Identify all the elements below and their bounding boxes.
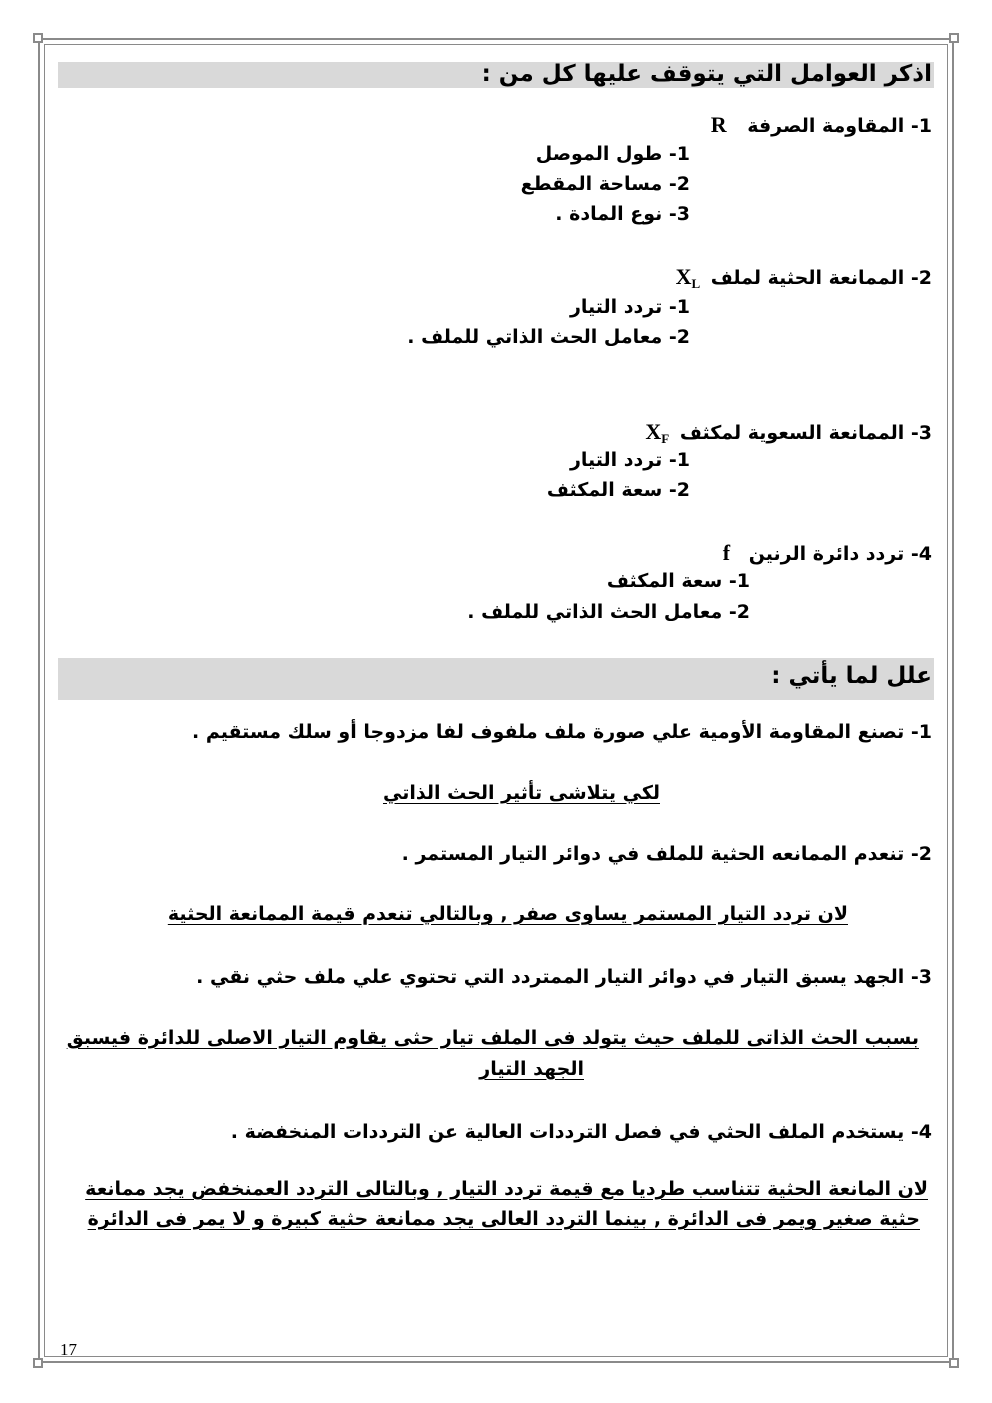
symbol: R	[710, 112, 727, 137]
factor-line: 2- معامل الحث الذاتي للملف .	[407, 326, 690, 348]
factor-item-title: 1- المقاومة الصرفة R	[710, 112, 932, 137]
section2-heading: علل لما يأتي :	[771, 663, 932, 689]
factor-line: 1- سعة المكثف	[606, 570, 750, 592]
page-border-inner	[44, 44, 948, 1357]
section1-heading: اذكر العوامل التي يتوقف عليها كل من :	[481, 61, 932, 87]
factor-line: 3- نوع المادة .	[555, 203, 690, 225]
page-number: 17	[60, 1340, 77, 1359]
factor-item-title: 2- الممانعة الحثية لملف $X_L$	[675, 264, 932, 291]
reason-answer: حثية صغير ويمر فى الدائرة , بينما التردد العالى يجد ممانعة حثية كبيرة و لا يمر فى الدائرة	[87, 1208, 920, 1230]
reason-answer: الجهد التيار	[479, 1058, 584, 1080]
border-corner	[949, 33, 959, 43]
reason-answer: بسبب الحث الذاتى للملف حيث يتولد فى الملف تيار حثى يقاوم التيار الاصلى للدائرة فيسبق	[66, 1027, 919, 1049]
symbol: $X_L$	[675, 264, 701, 291]
factor-line: 1- تردد التيار	[569, 449, 690, 471]
border-corner	[33, 33, 43, 43]
factor-line: 1- تردد التيار	[569, 296, 690, 318]
factor-item-title: 4- تردد دائرة الرنين f	[722, 540, 932, 565]
symbol: $X_F$	[645, 419, 670, 446]
factor-line: 2- مساحة المقطع	[520, 173, 690, 195]
border-corner	[33, 1358, 43, 1368]
reason-question: 4- يستخدم الملف الحثي في فصل الترددات العالية عن الترددات المنخفضة .	[230, 1121, 932, 1143]
factor-line: 1- طول الموصل	[535, 143, 690, 165]
reason-answer: لان المانعة الحثية تتناسب طرديا مع قيمة تردد التيار , وبالتالى التردد العمنخفض يجد ممانعة	[85, 1178, 928, 1200]
border-corner	[949, 1358, 959, 1368]
reason-answer: لان تردد التيار المستمر يساوى صفر , وبالتالي تنعدم قيمة الممانعة الحثية	[167, 903, 848, 925]
factor-item-title: 3- الممانعة السعوية لمكثف $X_F$	[645, 419, 932, 446]
reason-question: 3- الجهد يسبق التيار في دوائر التيار الممتردد التي تحتوي علي ملف حثي نقي .	[196, 966, 932, 988]
reason-answer: لكي يتلاشى تأثير الحث الذاتي	[382, 782, 660, 804]
factor-line: 2- سعة المكثف	[546, 479, 690, 501]
symbol: f	[722, 540, 731, 565]
factor-line: 2- معامل الحث الذاتي للملف .	[467, 601, 750, 623]
reason-question: 1- تصنع المقاومة الأومية علي صورة ملف ملفوف لفا مزدوجا أو سلك مستقيم .	[192, 721, 932, 743]
reason-question: 2- تنعدم الممانعه الحثية للملف في دوائر التيار المستمر .	[401, 843, 932, 865]
